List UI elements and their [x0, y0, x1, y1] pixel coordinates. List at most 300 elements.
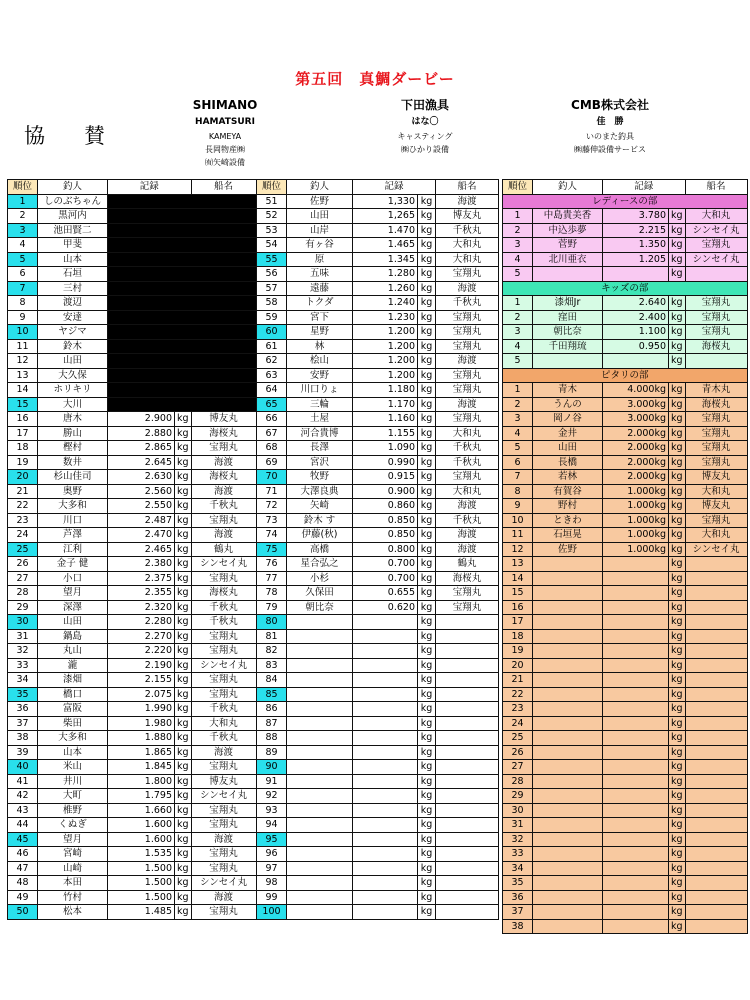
record-cell: 2.000kg: [603, 441, 669, 456]
unit-cell: kg: [418, 774, 436, 789]
angler-cell: 三村: [38, 281, 108, 296]
rank-cell: 21: [503, 673, 533, 688]
rank-cell: 5: [503, 441, 533, 456]
unit-cell: kg: [669, 861, 686, 876]
rank-cell: 4: [8, 238, 38, 253]
angler-cell: 大澤良典: [287, 484, 353, 499]
table-row: [503, 339, 748, 354]
table-row: [503, 223, 748, 238]
boat-cell: 千秋丸: [436, 223, 499, 238]
table-row: [8, 499, 257, 514]
record-cell: 1.090: [353, 441, 418, 456]
angler-cell: 富阪: [38, 702, 108, 717]
angler-cell: [287, 745, 353, 760]
rank-cell: 10: [8, 325, 38, 340]
record-cell: 2.355: [108, 586, 175, 601]
rank-cell: 55: [257, 252, 287, 267]
record-cell: 1.465: [353, 238, 418, 253]
redacted-block: [108, 209, 257, 224]
table-row: [8, 455, 257, 470]
angler-cell: [533, 702, 603, 717]
unit-cell: kg: [669, 586, 686, 601]
angler-cell: 宮下: [287, 310, 353, 325]
angler-cell: 瀧: [38, 658, 108, 673]
rank-cell: 12: [8, 354, 38, 369]
table-row: [8, 368, 257, 383]
boat-cell: [436, 774, 499, 789]
rank-cell: 94: [257, 818, 287, 833]
table-row: [503, 484, 748, 499]
record-cell: 1.155: [353, 426, 418, 441]
rank-cell: 44: [8, 818, 38, 833]
table-row: [257, 223, 499, 238]
angler-cell: 山本: [38, 252, 108, 267]
table-row: [503, 644, 748, 659]
boat-cell: [685, 702, 747, 717]
rank-cell: 1: [8, 194, 38, 209]
rank-cell: 15: [503, 586, 533, 601]
rank-cell: 3: [503, 238, 533, 253]
record-cell: [603, 615, 669, 630]
unit-cell: kg: [175, 586, 192, 601]
table-row: [257, 267, 499, 282]
record-cell: [603, 644, 669, 659]
angler-cell: [533, 774, 603, 789]
unit-cell: kg: [669, 847, 686, 862]
table-row: [257, 368, 499, 383]
unit-cell: kg: [669, 760, 686, 775]
unit-cell: kg: [418, 571, 436, 586]
angler-cell: くぬぎ: [38, 818, 108, 833]
record-cell: [603, 832, 669, 847]
table-row: [8, 542, 257, 557]
table-row: [8, 267, 257, 282]
table-row: [257, 615, 499, 630]
angler-cell: 金子 健: [38, 557, 108, 572]
boat-cell: 千秋丸: [436, 441, 499, 456]
unit-cell: kg: [175, 470, 192, 485]
unit-cell: kg: [175, 905, 192, 920]
unit-cell: kg: [669, 542, 686, 557]
unit-cell: kg: [418, 803, 436, 818]
table-row: [8, 296, 257, 311]
angler-cell: [287, 644, 353, 659]
boat-cell: 海渡: [191, 528, 256, 543]
record-cell: 2.155: [108, 673, 175, 688]
angler-cell: 野村: [533, 499, 603, 514]
rank-cell: 3: [503, 412, 533, 427]
unit-cell: kg: [418, 644, 436, 659]
sponsor-name: 佳 勝: [596, 117, 624, 127]
table-row: [503, 673, 748, 688]
record-cell: 1.180: [353, 383, 418, 398]
boat-cell: [685, 905, 747, 920]
rank-cell: 98: [257, 876, 287, 891]
unit-cell: kg: [669, 658, 686, 673]
unit-cell: kg: [669, 673, 686, 688]
boat-cell: [436, 673, 499, 688]
rank-cell: 37: [503, 905, 533, 920]
unit-cell: kg: [669, 267, 686, 282]
record-cell: [603, 818, 669, 833]
table-row: [8, 441, 257, 456]
boat-cell: 宝翔丸: [191, 629, 256, 644]
angler-cell: [533, 354, 603, 369]
unit-cell: kg: [418, 528, 436, 543]
angler-cell: [533, 267, 603, 282]
table-row: [503, 397, 748, 412]
rank-cell: 32: [8, 644, 38, 659]
rank-cell: 27: [8, 571, 38, 586]
table-row: [8, 644, 257, 659]
boat-cell: 宝翔丸: [191, 760, 256, 775]
table-row: [503, 383, 748, 398]
unit-cell: kg: [175, 644, 192, 659]
angler-cell: 北川亜衣: [533, 252, 603, 267]
record-cell: [353, 745, 418, 760]
unit-cell: kg: [669, 412, 686, 427]
angler-cell: [533, 890, 603, 905]
sponsor-name: CMB株式会社: [571, 98, 649, 112]
boat-cell: 千秋丸: [191, 600, 256, 615]
sponsor-block-3: [520, 96, 700, 156]
rank-cell: 80: [257, 615, 287, 630]
rank-cell: 8: [8, 296, 38, 311]
redacted-block: [108, 397, 257, 412]
unit-cell: kg: [175, 716, 192, 731]
unit-cell: kg: [669, 528, 686, 543]
rank-cell: 38: [503, 919, 533, 934]
rank-cell: 25: [8, 542, 38, 557]
angler-cell: 山岸: [287, 223, 353, 238]
angler-cell: 大久保: [38, 368, 108, 383]
rank-cell: 76: [257, 557, 287, 572]
unit-cell: kg: [175, 571, 192, 586]
boat-cell: シンセイ丸: [191, 876, 256, 891]
table-row: [503, 412, 748, 427]
boat-cell: [436, 890, 499, 905]
record-cell: 1.345: [353, 252, 418, 267]
angler-cell: 佐野: [287, 194, 353, 209]
boat-cell: 宝翔丸: [191, 803, 256, 818]
unit-cell: kg: [669, 905, 686, 920]
angler-cell: 漆畑: [38, 673, 108, 688]
section-header-row: [503, 194, 748, 209]
record-cell: 1.200: [353, 368, 418, 383]
unit-cell: kg: [418, 702, 436, 717]
boat-cell: [436, 803, 499, 818]
rank-cell: 34: [503, 861, 533, 876]
table-row: [257, 832, 499, 847]
redacted-block: [108, 296, 257, 311]
table-row: [503, 528, 748, 543]
unit-cell: kg: [418, 325, 436, 340]
rank-cell: 56: [257, 267, 287, 282]
rank-cell: 90: [257, 760, 287, 775]
table-row: [257, 774, 499, 789]
header-boat: 船名: [191, 180, 256, 195]
boat-cell: 海渡: [191, 484, 256, 499]
unit-cell: kg: [418, 426, 436, 441]
unit-cell: kg: [418, 615, 436, 630]
record-cell: [353, 673, 418, 688]
table-row: [8, 223, 257, 238]
record-cell: 1.170: [353, 397, 418, 412]
rank-cell: 20: [8, 470, 38, 485]
rank-cell: 20: [503, 658, 533, 673]
table-row: [503, 354, 748, 369]
unit-cell: kg: [418, 339, 436, 354]
table-row: [257, 281, 499, 296]
rank-cell: 30: [8, 615, 38, 630]
boat-cell: [436, 716, 499, 731]
boat-cell: [685, 629, 747, 644]
record-cell: 0.700: [353, 571, 418, 586]
angler-cell: 窪田: [533, 310, 603, 325]
unit-cell: kg: [418, 368, 436, 383]
record-cell: 1.000kg: [603, 484, 669, 499]
table-row: [257, 441, 499, 456]
unit-cell: kg: [669, 441, 686, 456]
table-header-row: [8, 180, 257, 195]
angler-cell: 有ヶ谷: [287, 238, 353, 253]
rank-cell: 71: [257, 484, 287, 499]
rank-cell: 52: [257, 209, 287, 224]
rank-cell: 87: [257, 716, 287, 731]
boat-cell: 宝翔丸: [191, 673, 256, 688]
redacted-block: [108, 281, 257, 296]
record-cell: 0.700: [353, 557, 418, 572]
angler-cell: 伊藤(秋): [287, 528, 353, 543]
unit-cell: kg: [669, 600, 686, 615]
rank-cell: 9: [503, 499, 533, 514]
unit-cell: kg: [175, 673, 192, 688]
table-row: [8, 818, 257, 833]
rank-cell: 85: [257, 687, 287, 702]
rank-cell: 9: [8, 310, 38, 325]
table-row: [257, 209, 499, 224]
boat-cell: 海渡: [436, 528, 499, 543]
unit-cell: kg: [669, 354, 686, 369]
record-cell: [353, 774, 418, 789]
angler-cell: 石垣晃: [533, 528, 603, 543]
boat-cell: 博友丸: [685, 470, 747, 485]
table-row: [8, 905, 257, 920]
record-cell: 2.470: [108, 528, 175, 543]
record-cell: [603, 586, 669, 601]
angler-cell: [533, 629, 603, 644]
boat-cell: [685, 919, 747, 934]
unit-cell: kg: [175, 803, 192, 818]
angler-cell: 杉山佳司: [38, 470, 108, 485]
unit-cell: kg: [175, 760, 192, 775]
boat-cell: 宝翔丸: [436, 325, 499, 340]
section-title: レディースの部: [503, 194, 748, 209]
boat-cell: 千秋丸: [191, 702, 256, 717]
record-cell: 2.900: [108, 412, 175, 427]
rank-cell: 70: [257, 470, 287, 485]
unit-cell: kg: [175, 687, 192, 702]
table-row: [503, 818, 748, 833]
table-row: [8, 615, 257, 630]
table-row: [8, 281, 257, 296]
boat-cell: 鶴丸: [436, 557, 499, 572]
rank-cell: 23: [503, 702, 533, 717]
rank-cell: 14: [503, 571, 533, 586]
rank-cell: 72: [257, 499, 287, 514]
boat-cell: 海渡: [436, 354, 499, 369]
sponsor-name: 下田漁具: [400, 98, 449, 112]
table-row: [257, 383, 499, 398]
unit-cell: kg: [418, 484, 436, 499]
table-row: [8, 194, 257, 209]
rank-cell: 4: [503, 426, 533, 441]
angler-cell: [533, 687, 603, 702]
redacted-block: [108, 194, 257, 209]
unit-cell: kg: [418, 223, 436, 238]
rank-cell: 89: [257, 745, 287, 760]
angler-cell: [533, 673, 603, 688]
boat-cell: [685, 267, 747, 282]
unit-cell: kg: [418, 600, 436, 615]
rank-cell: 73: [257, 513, 287, 528]
table-row: [257, 876, 499, 891]
unit-cell: kg: [418, 557, 436, 572]
boat-cell: 宝翔丸: [685, 325, 747, 340]
record-cell: 1.240: [353, 296, 418, 311]
record-cell: 1.350: [603, 238, 669, 253]
table-row: [8, 673, 257, 688]
table-row: [8, 586, 257, 601]
section-header-row: [503, 281, 748, 296]
angler-cell: 大多和: [38, 499, 108, 514]
rank-cell: 3: [8, 223, 38, 238]
table-row: [8, 238, 257, 253]
record-cell: 0.800: [353, 542, 418, 557]
table-row: [257, 339, 499, 354]
table-row: [8, 687, 257, 702]
rank-cell: 42: [8, 789, 38, 804]
record-cell: [603, 571, 669, 586]
record-cell: [353, 832, 418, 847]
unit-cell: kg: [669, 818, 686, 833]
record-cell: 2.000kg: [603, 470, 669, 485]
table-row: [503, 513, 748, 528]
angler-cell: 本田: [38, 876, 108, 891]
unit-cell: kg: [175, 499, 192, 514]
angler-cell: 唐木: [38, 412, 108, 427]
unit-cell: kg: [175, 615, 192, 630]
table-row: [8, 426, 257, 441]
rank-cell: 37: [8, 716, 38, 731]
unit-cell: kg: [669, 803, 686, 818]
angler-cell: [287, 629, 353, 644]
boat-cell: 宝翔丸: [685, 296, 747, 311]
table-row: [503, 252, 748, 267]
angler-cell: トクダ: [287, 296, 353, 311]
rank-cell: 6: [503, 455, 533, 470]
table-row: [257, 586, 499, 601]
rank-cell: 33: [8, 658, 38, 673]
table-row: [503, 441, 748, 456]
table-row: [257, 716, 499, 731]
unit-cell: kg: [669, 397, 686, 412]
rank-cell: 24: [503, 716, 533, 731]
unit-cell: kg: [669, 629, 686, 644]
table-row: [257, 644, 499, 659]
table-row: [503, 876, 748, 891]
table-row: [8, 571, 257, 586]
rank-cell: 21: [8, 484, 38, 499]
record-cell: 1.260: [353, 281, 418, 296]
table-row: [503, 687, 748, 702]
rank-cell: 25: [503, 731, 533, 746]
rank-cell: 28: [8, 586, 38, 601]
record-cell: 2.000kg: [603, 426, 669, 441]
angler-cell: [287, 702, 353, 717]
boat-cell: 海渡: [436, 281, 499, 296]
table-row: [503, 731, 748, 746]
record-cell: 2.880: [108, 426, 175, 441]
record-cell: [353, 847, 418, 862]
angler-cell: [533, 861, 603, 876]
rank-cell: 48: [8, 876, 38, 891]
record-cell: [353, 687, 418, 702]
table-row: [8, 803, 257, 818]
unit-cell: kg: [418, 238, 436, 253]
unit-cell: kg: [418, 455, 436, 470]
unit-cell: kg: [669, 252, 686, 267]
rank-cell: 2: [503, 223, 533, 238]
rank-cell: 91: [257, 774, 287, 789]
boat-cell: 鶴丸: [191, 542, 256, 557]
angler-cell: [287, 615, 353, 630]
boat-cell: 海渡: [436, 542, 499, 557]
unit-cell: kg: [175, 629, 192, 644]
record-cell: 2.220: [108, 644, 175, 659]
record-cell: 1.000kg: [603, 499, 669, 514]
table-header-row: [257, 180, 499, 195]
boat-cell: 宝翔丸: [436, 368, 499, 383]
rank-cell: 6: [8, 267, 38, 282]
table-row: [503, 296, 748, 311]
record-cell: 2.645: [108, 455, 175, 470]
unit-cell: kg: [175, 731, 192, 746]
boat-cell: 宝翔丸: [436, 267, 499, 282]
rank-cell: 22: [503, 687, 533, 702]
angler-cell: 芦澤: [38, 528, 108, 543]
boat-cell: 大和丸: [436, 484, 499, 499]
table-row: [503, 803, 748, 818]
record-cell: [603, 760, 669, 775]
angler-cell: 有賀谷: [533, 484, 603, 499]
unit-cell: kg: [669, 455, 686, 470]
table-row: [8, 890, 257, 905]
rank-cell: 88: [257, 731, 287, 746]
angler-cell: 山崎: [38, 861, 108, 876]
table-row: [8, 310, 257, 325]
header-angler: 釣人: [38, 180, 108, 195]
unit-cell: kg: [175, 861, 192, 876]
boat-cell: 宝翔丸: [685, 310, 747, 325]
unit-cell: kg: [418, 354, 436, 369]
rank-cell: 46: [8, 847, 38, 862]
record-cell: [353, 818, 418, 833]
angler-cell: 菅野: [533, 238, 603, 253]
unit-cell: kg: [175, 484, 192, 499]
unit-cell: kg: [669, 310, 686, 325]
unit-cell: kg: [669, 571, 686, 586]
